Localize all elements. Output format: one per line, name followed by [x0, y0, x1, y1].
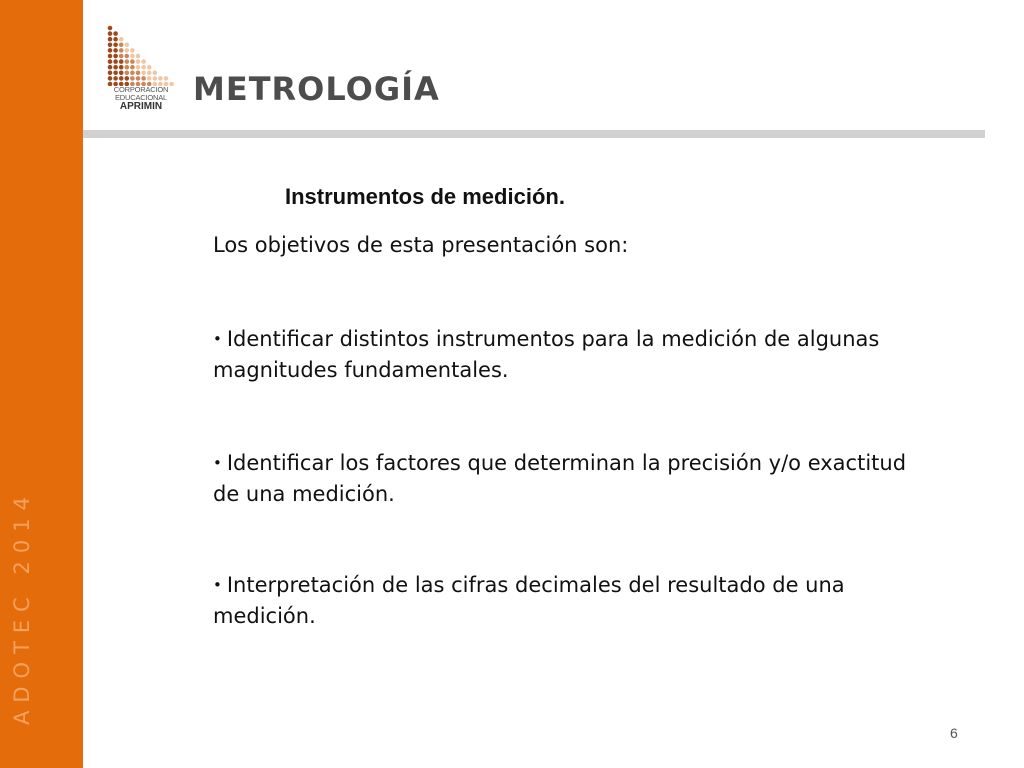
logo-dot — [108, 26, 113, 31]
logo-dot — [136, 65, 141, 70]
logo-dot — [130, 54, 135, 59]
logo-line-corporacion: CORPORACION — [113, 85, 169, 94]
logo-dot — [125, 59, 130, 64]
logo-dot — [119, 43, 124, 48]
logo-dot — [141, 76, 146, 81]
content-heading: Instrumentos de medición. — [285, 184, 565, 209]
sidebar-top-block — [0, 0, 83, 130]
bullet-item-3 — [213, 570, 913, 632]
logo-dot — [119, 71, 124, 76]
bullet-dot: • — [213, 454, 222, 472]
logo-dot — [108, 76, 113, 81]
logo-dot — [130, 71, 135, 76]
logo-dot — [108, 54, 113, 59]
logo-line-educacional: EDUCACIONAL — [115, 92, 167, 102]
header-divider — [83, 130, 985, 138]
logo-dot — [125, 76, 130, 81]
logo-dot — [136, 76, 141, 81]
bullet-dot: • — [213, 576, 222, 594]
logo-dot — [108, 48, 113, 53]
bullet-item-2 — [213, 448, 913, 510]
logo-dot — [136, 71, 141, 76]
logo-dot — [119, 37, 124, 42]
logo-dot — [108, 71, 113, 76]
logo-dot — [108, 43, 113, 48]
logo-dot — [113, 48, 118, 53]
logo-text — [106, 86, 176, 112]
logo-dot — [147, 76, 152, 81]
logo-dot — [130, 76, 135, 81]
logo-dot — [113, 54, 118, 59]
logo-dot — [113, 43, 118, 48]
logo-dot — [119, 76, 124, 81]
logo-dot — [119, 59, 124, 64]
logo-dot — [147, 71, 152, 76]
bullet-text-1: Identificar distintos instrumentos para la medición de algunas magnitudes fundamentales. — [213, 327, 880, 382]
logo-dot — [125, 43, 130, 48]
logo-dot — [119, 65, 124, 70]
logo-dot — [125, 71, 130, 76]
intro-text: Los objetivos de esta presentación son: — [213, 233, 629, 257]
logo-dot — [147, 65, 152, 70]
logo-dot — [136, 54, 141, 59]
logo-dot — [153, 71, 158, 76]
logo-dot — [141, 59, 146, 64]
logo-dot — [113, 71, 118, 76]
logo-dot — [113, 65, 118, 70]
bullet-text-3: Interpretación de las cifras decimales del resultado de una medición. — [213, 573, 845, 628]
logo-dot — [130, 48, 135, 53]
logo-dot — [125, 65, 130, 70]
bullet-dot: • — [213, 330, 222, 348]
logo-dot — [108, 59, 113, 64]
logo-dot — [108, 65, 113, 70]
logo-line-aprimin: APRIMIN — [119, 101, 163, 112]
bullet-text-2: Identificar los factores que determinan la precisión y/o exactitud de una medición. — [213, 451, 907, 506]
logo-dot — [113, 31, 118, 36]
logo-dot — [119, 54, 124, 59]
logo-dot — [136, 59, 141, 64]
logo-dot — [108, 37, 113, 42]
orange-sidebar — [0, 0, 83, 768]
logo-dot — [125, 54, 130, 59]
logo-dot — [130, 65, 135, 70]
header-title: METROLOGÍA — [193, 70, 440, 108]
page-number: 6 — [950, 725, 958, 741]
sidebar-vertical-text: ADOTEC 2014 — [10, 489, 34, 725]
logo-dot — [130, 59, 135, 64]
logo-dot — [119, 48, 124, 53]
bullet-item-1 — [213, 324, 913, 386]
logo-dot — [141, 71, 146, 76]
logo-dot — [158, 76, 163, 81]
logo-dot — [164, 76, 169, 81]
logo-dot — [113, 59, 118, 64]
logo-dot — [108, 31, 113, 36]
logo-dot — [153, 76, 158, 81]
logo-dot — [113, 37, 118, 42]
logo-dot — [125, 48, 130, 53]
logo-dot — [113, 76, 118, 81]
logo-dot — [141, 65, 146, 70]
